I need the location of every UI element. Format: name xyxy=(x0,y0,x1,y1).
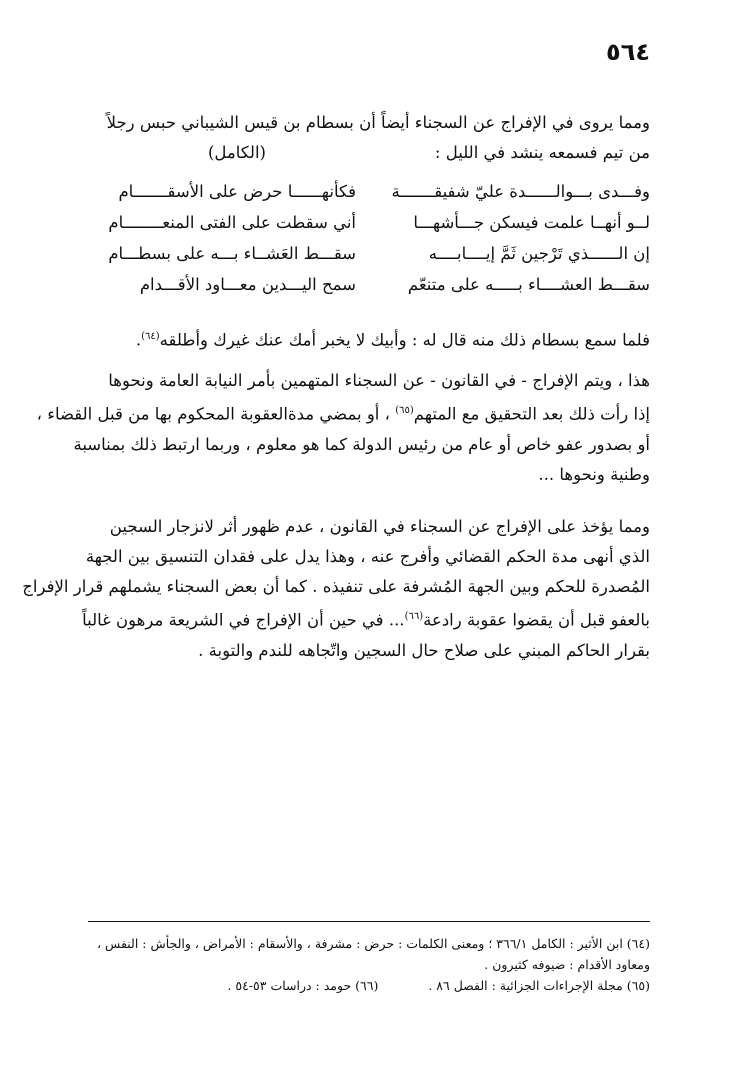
para3-line-4-b: ... في حين أن الإفراج في الشريعة مرهون غالباً xyxy=(82,610,405,630)
poem-verse xyxy=(88,244,650,275)
intro-paragraph xyxy=(88,108,650,168)
para2-line-3: أو بصدور عفو خاص أو عام من رئيس الدولة كما هو معلوم ، وربما ارتبط ذلك بمناسبة xyxy=(73,434,650,454)
intro-line-1: ومما يروى في الإفراج عن السجناء أيضاً أن بسطام بن قيس الشيباني حبس رجلاً xyxy=(106,113,650,132)
footnote-ref-65[interactable]: (٦٥) xyxy=(395,405,414,416)
verse-second-hemistich: سقـــط العَشــاء بـــه على بسطـــام xyxy=(108,244,356,263)
footnotes-65-66 xyxy=(88,975,650,996)
page-number: ٥٦٤ xyxy=(606,38,650,66)
para2-line-4: وطنية ونحوها ... xyxy=(538,464,650,484)
para3-line-4-a: بالعفو قبل أن يقضوا عقوبة رادعة xyxy=(423,610,650,630)
after-poem-text: فلما سمع بسطام ذلك منه قال له : وأبيك لا يخبر أمك عنك غيرك وأطلقه xyxy=(159,330,650,350)
period: . xyxy=(135,330,142,350)
verse-first-hemistich: وفـــدى بـــوالــــــدة عليّ شفيقـــــــة xyxy=(391,182,650,201)
paragraph-criticism xyxy=(22,512,650,666)
para2-line-2-b: ، أو بمضي مدةالعقوبة المحكوم بها من قبل القضاء ، xyxy=(36,404,390,424)
poem-verse xyxy=(88,182,650,213)
intro-line-2: من تيم فسمعه ينشد في الليل : xyxy=(434,143,650,162)
para3-line-1: ومما يؤخذ على الإفراج عن السجناء في القانون ، عدم ظهور أثر لانزجار السجين xyxy=(109,517,650,536)
footnote-ref-64[interactable]: (٦٤) xyxy=(141,331,160,342)
verse-second-hemistich: فكأنهــــــا حرض على الأسقـــــــام xyxy=(118,182,356,201)
verse-first-hemistich: لــو أنهــا علمت فيسكن جـــأشهـــا xyxy=(413,213,650,232)
footnote-66: (٦٦) حومد : دراسات ٥٣-٥٤ . xyxy=(227,978,379,993)
poem xyxy=(88,182,650,306)
footnote-64-line-1: (٦٤) ابن الأثير : الكامل ٣٦٦/١ ؛ ومعنى الكلمات : حرض : مشرفة ، والأسقام : الأمراض ، والجأش : النفس ، xyxy=(97,936,650,951)
verse-first-hemistich: سقـــط العشــــاء بـــــه على متنعّم xyxy=(407,275,650,294)
footnote-divider xyxy=(88,921,650,922)
para2-line-1: هذا ، ويتم الإفراج - في القانون - عن السجناء المتهمين بأمر النيابة العامة ونحوها xyxy=(108,371,650,390)
verse-second-hemistich: سمح اليـــدين معـــاود الأقـــدام xyxy=(139,275,356,294)
para2-line-2 xyxy=(36,396,650,430)
para3-line-3: المُصدرة للحكم وبين الجهة المُشرفة على تنفيذه . كما أن بعض السجناء يشملهم قرار الإفراج xyxy=(22,577,650,596)
poem-verse xyxy=(88,213,650,244)
para3-line-2: الذي أنهى مدة الحكم القضائي وأفرج عنه ، وهذا يدل على فقدان التنسيق بين الجهة xyxy=(85,547,650,566)
para3-line-4 xyxy=(82,602,650,636)
verse-first-hemistich: إن الــــــذي تَرْجين ثَمَّ إيــــابــــه xyxy=(428,244,650,263)
verse-second-hemistich: أني سقطت على الفتى المنعــــــــام xyxy=(108,213,356,232)
poem-verse xyxy=(88,275,650,306)
after-poem-paragraph xyxy=(88,322,650,356)
paragraph-release-in-law xyxy=(36,366,650,490)
footnote-65: (٦٥) مجلة الإجراءات الجزائية : الفصل ٨٦ . xyxy=(428,978,650,993)
footnote-ref-66[interactable]: (٦٦) xyxy=(404,611,424,622)
poem-meter-label: (الكامل) xyxy=(208,143,266,162)
para2-line-2-a: إذا رأت ذلك بعد التحقيق مع المتهم xyxy=(413,404,650,424)
footnote-64-line-2: ومعاود الأقدام : ضيوفه كثيرون . xyxy=(484,957,650,972)
footnotes xyxy=(88,933,650,996)
para3-line-5: بقرار الحاكم المبني على صلاح حال السجين واتّجاهه للندم والتوبة . xyxy=(198,640,650,660)
after-poem-line xyxy=(88,322,650,356)
